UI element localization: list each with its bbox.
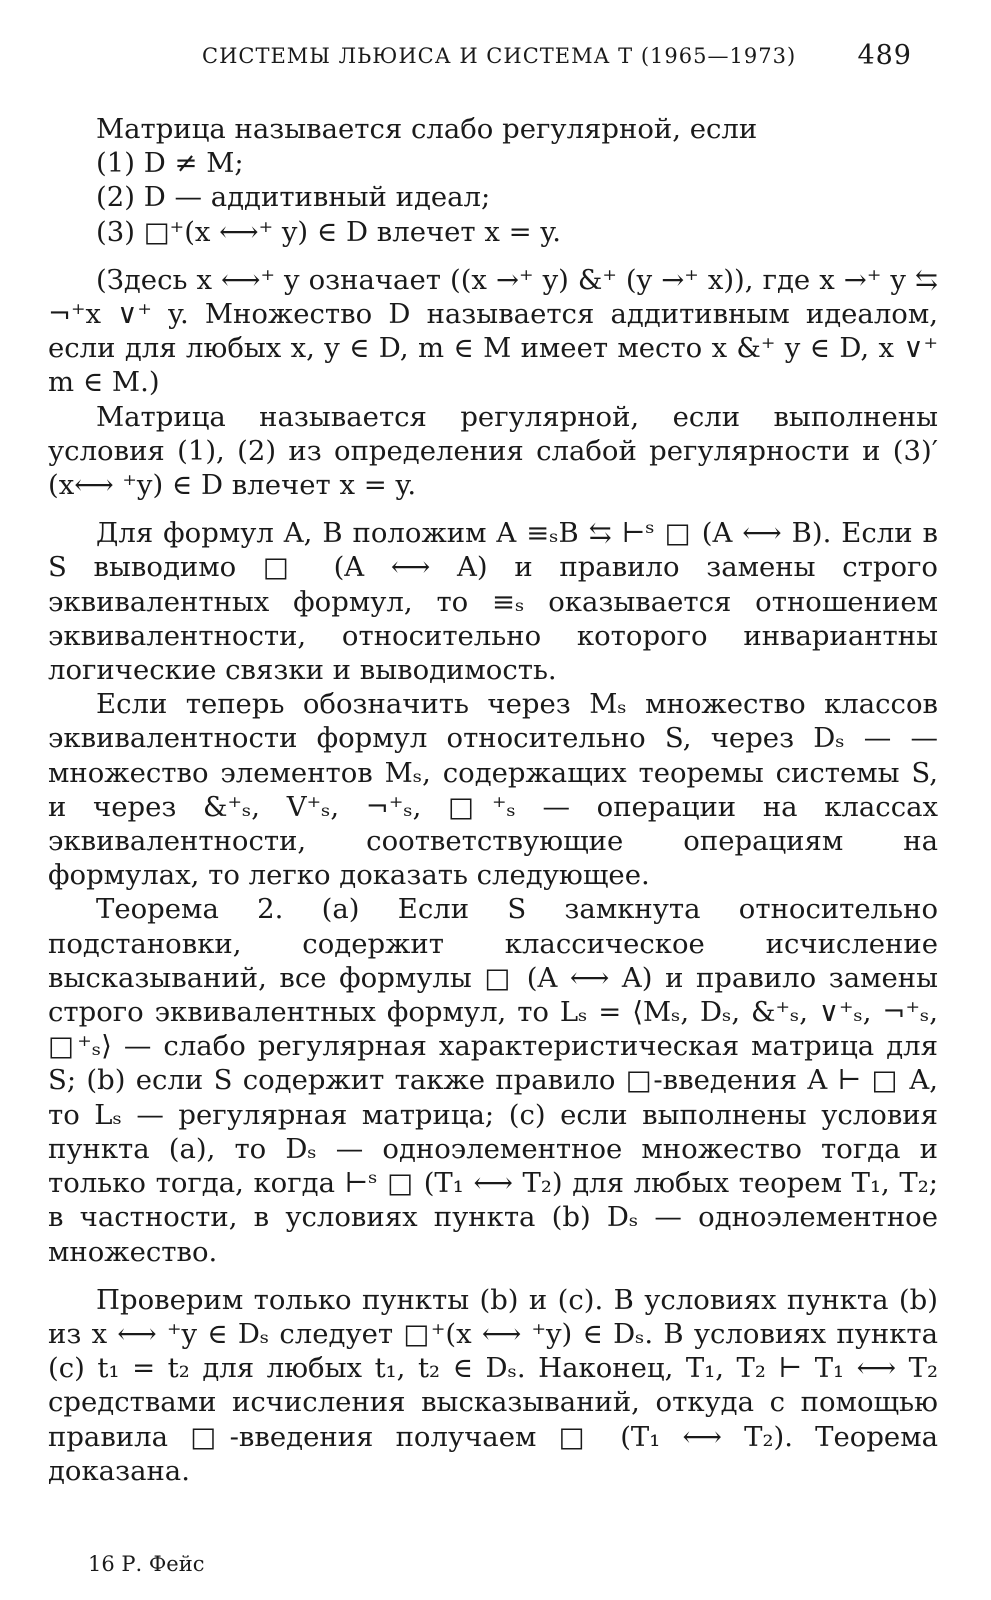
theorem-2: Теорема 2. (a) Если S замкнута относительно подстановки, содержит классическое исчисление высказываний, все формулы □ (A ⟷ A) и правило замены строго эквивалентных формул, то Lₛ = ⟨Mₛ, Dₛ, &⁺ₛ, ∨⁺ₛ, ¬⁺ₛ, □⁺ₛ⟩ — слабо регулярная характеристическая матрица для S; (b) если S содержит также правило □-введения A ⊢ □ A, то Lₛ — регулярная матрица; (c) если выполнены условия пункта (a), то Dₛ — одноэлементное множество тогда и только тогда, когда ⊢ˢ □ (T₁ ⟷ T₂) для любых теорем T₁, T₂; в частности, в условиях пункта (b) Dₛ — одноэлементное множество. [48,893,938,1268]
page-number: 489 [857,40,912,71]
paragraph-notation: (Здесь x ⟷⁺ y означает ((x →⁺ y) &⁺ (y →⁺ x)), где x →⁺ y ⇆ ¬⁺x ∨⁺ y. Множество D называется аддитивным идеалом, если для любых x, y ∈ D, m ∈ M имеет место x &⁺ y ∈ D, x ∨⁺ m ∈ M.) [48,263,938,399]
proof: Проверим только пункты (b) и (c). В условиях пункта (b) из x ⟷ ⁺y ∈ Dₛ следует □⁺(x ⟷ ⁺y) ∈ Dₛ. В условиях пункта (c) t₁ = t₂ для любых t₁, t₂ ∈ Dₛ. Наконец, T₁, T₂ ⊢ T₁ ⟷ T₂ средствами исчисления высказываний, откуда с помощью правила □-введения получаем □ (T₁ ⟷ T₂). Теорема доказана. [48,1283,938,1487]
condition-1: (1) D ≠ M; [96,147,244,180]
paragraph-weak-regular-definition: Матрица называется слабо регулярной, если [96,113,758,145]
condition-2: (2) D — аддитивный идеал; [96,181,491,214]
condition-3: (3) □⁺(x ⟷⁺ y) ∈ D влечет x = y. [96,215,562,248]
paragraph-equivalence: Для формул A, B положим A ≡ₛB ⇆ ⊢ˢ □ (A ⟷ B). Если в S выводимо □ (A ⟷ A) и правило замены строго эквивалентных формул, то ≡ₛ оказывается отношением эквивалентности, относительно которого инвариантны логические связки и выводимость. [48,517,938,687]
paragraph-regular-definition: Матрица называется регулярной, если выполнены условия (1), (2) из определения слабой регулярности и (3)′ (x⟷ ⁺y) ∈ D влечет x = y. [48,400,938,502]
running-title: СИСТЕМЫ ЛЬЮИСА И СИСТЕМА T (1965—1973) [202,44,797,68]
signature-footer: 16 Р. Фейс [88,1552,205,1576]
page-body [48,112,938,1488]
paragraph-classes: Если теперь обозначить через Mₛ множество классов эквивалентности формул относительно S, через Dₛ — — множество элементов Mₛ, содержащих теоремы системы S, и через &⁺ₛ, V⁺ₛ, ¬⁺ₛ, □⁺ₛ — операции на классах эквивалентности, соответствующие операциям на формулах, то легко доказать следующее. [48,688,938,892]
